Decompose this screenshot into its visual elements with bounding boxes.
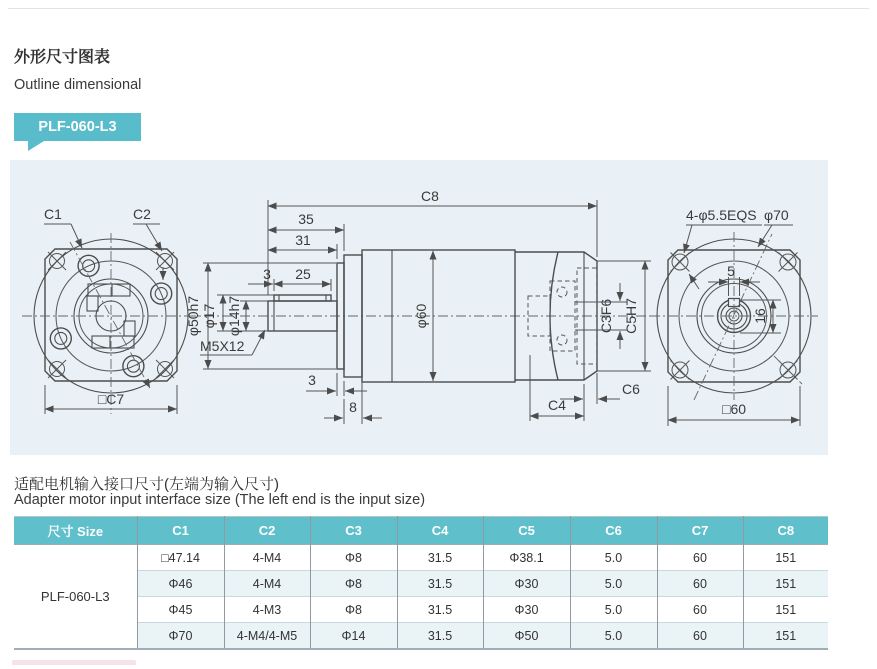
col-header-c5: C5 xyxy=(483,517,570,545)
label-d14: φ14h7 xyxy=(226,295,242,337)
label-c2: C2 xyxy=(133,206,151,222)
right-end-view xyxy=(650,207,818,426)
col-header-c4: C4 xyxy=(397,517,483,545)
label-5: 5 xyxy=(727,263,735,279)
table-cell: 31.5 xyxy=(397,597,483,623)
table-cell: 31.5 xyxy=(397,571,483,597)
table-cell: 5.0 xyxy=(570,623,657,650)
table-cell: 60 xyxy=(657,623,743,650)
table-cell: 31.5 xyxy=(397,545,483,571)
table-cell: 4-M4 xyxy=(224,571,310,597)
table-cell: □47.14 xyxy=(137,545,224,571)
table-cell: Φ8 xyxy=(310,571,397,597)
adapter-subtitle-zh: 适配电机输入接口尺寸(左端为输入尺寸) xyxy=(14,476,279,493)
label-d70: φ70 xyxy=(764,207,789,223)
table-cell: Φ45 xyxy=(137,597,224,623)
table-cell: Φ50 xyxy=(483,623,570,650)
table-cell: Φ8 xyxy=(310,597,397,623)
label-25: 25 xyxy=(295,266,311,282)
label-c5: C5H7 xyxy=(623,298,639,334)
table-cell: 151 xyxy=(743,545,828,571)
outline-drawing-panel xyxy=(10,160,828,455)
label-31: 31 xyxy=(295,232,311,248)
table-cell: 151 xyxy=(743,623,828,650)
label-c7: □C7 xyxy=(97,391,125,407)
page-title-zh: 外形尺寸图表 xyxy=(14,49,111,66)
table-cell: 151 xyxy=(743,597,828,623)
table-row xyxy=(14,623,828,650)
label-3-plate: 3 xyxy=(308,372,316,388)
label-c1: C1 xyxy=(44,206,62,222)
table-cell: 60 xyxy=(657,571,743,597)
label-d17: φ17 xyxy=(201,303,217,329)
table-cell: Φ46 xyxy=(137,571,224,597)
label-m5: M5X12 xyxy=(200,338,245,354)
label-3-key: 3 xyxy=(263,266,271,282)
side-view xyxy=(186,188,654,424)
table-cell: 60 xyxy=(657,597,743,623)
label-c4: C4 xyxy=(548,397,566,413)
model-badge-tail xyxy=(28,141,44,151)
outline-drawing xyxy=(10,160,828,455)
col-header-c8: C8 xyxy=(743,517,828,545)
page-title-en: Outline dimensional xyxy=(14,77,142,93)
table-cell: Φ30 xyxy=(483,597,570,623)
table-row xyxy=(14,597,828,623)
col-header-size: 尺寸 Size xyxy=(14,517,137,545)
table-cell: 60 xyxy=(657,545,743,571)
col-header-c3: C3 xyxy=(310,517,397,545)
size-table xyxy=(14,516,828,650)
table-cell: 5.0 xyxy=(570,571,657,597)
label-c6: C6 xyxy=(622,381,640,397)
top-divider xyxy=(8,8,869,9)
table-cell: 31.5 xyxy=(397,623,483,650)
label-d50: φ50h7 xyxy=(185,295,201,337)
table-cell: 4-M4 xyxy=(224,545,310,571)
table-cell: 4-M4/4-M5 xyxy=(224,623,310,650)
label-holes: 4-φ5.5EQS xyxy=(686,207,757,223)
col-header-c1: C1 xyxy=(137,517,224,545)
table-cell: 151 xyxy=(743,571,828,597)
label-8: 8 xyxy=(349,399,357,415)
left-end-view xyxy=(22,206,336,414)
table-cell: Φ8 xyxy=(310,545,397,571)
adapter-subtitle-en: Adapter motor input interface size (The left end is the input size) xyxy=(14,492,426,508)
label-35: 35 xyxy=(298,211,314,227)
table-row xyxy=(14,571,828,597)
model-cell: PLF-060-L3 xyxy=(14,545,137,650)
table-row xyxy=(14,545,828,571)
col-header-c6: C6 xyxy=(570,517,657,545)
col-header-c7: C7 xyxy=(657,517,743,545)
label-16: 16 xyxy=(752,308,768,324)
model-badge: PLF-060-L3 xyxy=(14,113,141,141)
table-cell: 5.0 xyxy=(570,545,657,571)
next-section-sliver xyxy=(12,660,136,665)
table-cell: Φ30 xyxy=(483,571,570,597)
label-d60: φ60 xyxy=(413,303,429,329)
table-header-row xyxy=(14,517,828,545)
table-cell: 4-M3 xyxy=(224,597,310,623)
col-header-c2: C2 xyxy=(224,517,310,545)
label-sq60: □60 xyxy=(721,401,747,417)
table-cell: Φ14 xyxy=(310,623,397,650)
table-cell: Φ70 xyxy=(137,623,224,650)
label-c8: C8 xyxy=(421,188,439,204)
table-cell: 5.0 xyxy=(570,597,657,623)
label-c3: C3F6 xyxy=(598,298,614,334)
table-cell: Φ38.1 xyxy=(483,545,570,571)
